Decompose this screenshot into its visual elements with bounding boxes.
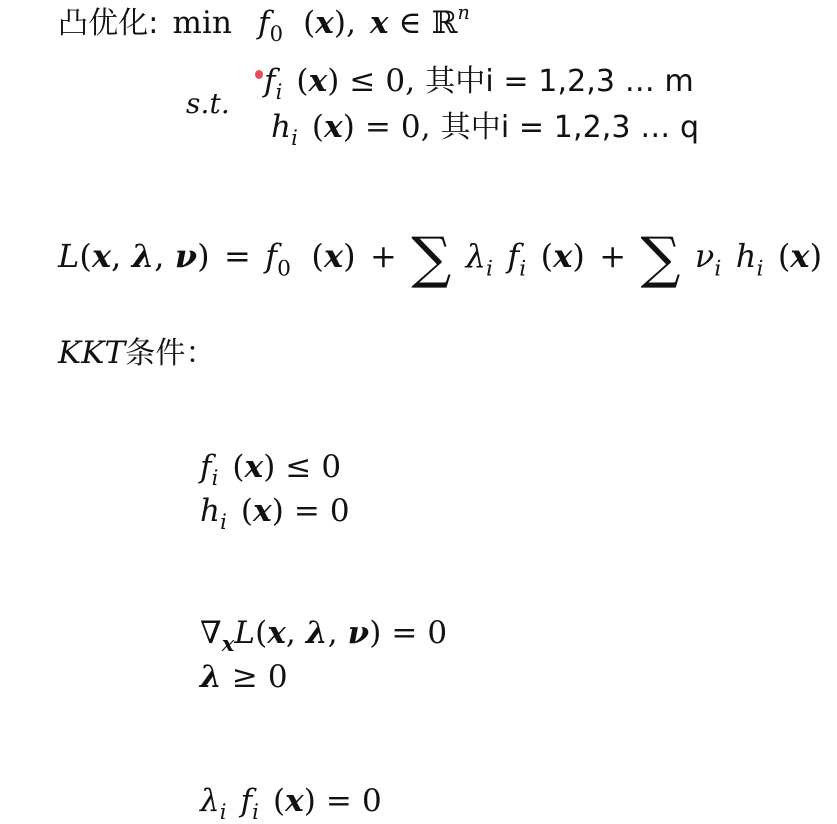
constraint-h-sub: i (291, 125, 298, 150)
objective-f: f (265, 237, 278, 275)
constraint-f: f (240, 783, 253, 819)
kkt-label-suffix: 条件： (125, 336, 216, 371)
variable-x: x (91, 237, 112, 275)
paren-open: ( (272, 783, 286, 819)
constraint-h: h (271, 109, 292, 145)
paren-close: ) (327, 63, 340, 99)
problem-label: 凸优化: (58, 6, 159, 41)
index-sub: i (486, 256, 494, 282)
paren-open: ( (240, 493, 254, 529)
lagrangian-L: L (58, 237, 80, 275)
problem-title-row (58, 1, 470, 46)
kkt-primal-inequality (200, 449, 342, 490)
plus: + (370, 237, 397, 275)
constraint-h: h (735, 237, 757, 275)
constraint-f: f (507, 237, 520, 275)
lambda-i: λ (465, 237, 486, 275)
index-sub: i (519, 256, 527, 282)
paren-open: ( (232, 449, 245, 485)
variable-x: x (308, 63, 328, 99)
paren-open: ( (540, 237, 554, 275)
kkt-dual-feasibility (200, 659, 288, 695)
paren-close: ) (343, 237, 356, 275)
objective-f-sub: 0 (269, 21, 284, 46)
nabla-sub: x (221, 631, 235, 656)
paren-close: ) (271, 493, 284, 529)
paren-close: ) (342, 109, 355, 145)
variable-x: x (315, 5, 334, 41)
condition-rhs: = 0 (325, 783, 382, 819)
condition-rhs: ≤ 0 (285, 449, 342, 485)
paren-close: ) (333, 5, 347, 41)
summation-symbol: ∑ (640, 226, 681, 292)
kkt-primal-equality (200, 493, 350, 534)
constraint-range: 其中i = 1,2,3 … m (425, 64, 694, 99)
inequality-constraint (264, 63, 694, 104)
variable-x: x (790, 237, 810, 275)
paren-open: ( (255, 615, 268, 651)
objective-f: f (258, 5, 270, 41)
paren-close: ) (263, 449, 276, 485)
variable-x: x (244, 449, 264, 485)
nu-vector: ν (174, 237, 198, 275)
summation-symbol: ∑ (411, 226, 452, 292)
index-sub: i (220, 509, 227, 534)
paren-close: ) (809, 237, 823, 275)
paren-close: ) (369, 615, 382, 651)
kkt-stationarity (200, 615, 448, 656)
nu-i: ν (694, 237, 715, 275)
condition-rhs: ≥ 0 (231, 659, 288, 695)
paren-open: ( (296, 63, 309, 99)
index-sub: i (756, 256, 764, 282)
constraint-range: 其中i = 1,2,3 … q (440, 110, 700, 145)
lagrangian-L: L (234, 615, 256, 651)
constraint-f: f (264, 63, 276, 99)
domain-set: ∈ ℝ (398, 5, 458, 41)
variable-x: x (253, 493, 272, 529)
paren-open: ( (311, 237, 324, 275)
comma: , (327, 615, 338, 651)
variable-x: x (324, 109, 343, 145)
paren-open: ( (79, 237, 92, 275)
paren-open: ( (777, 237, 791, 275)
comma: , (111, 237, 122, 275)
lambda-vector: λ (200, 659, 222, 695)
equals: = (224, 237, 251, 275)
comma: , (346, 5, 357, 41)
lambda-vector: λ (131, 237, 155, 275)
constraint-relation: = 0, (364, 109, 431, 145)
condition-rhs: = 0 (391, 615, 448, 651)
paren-close: ) (572, 237, 586, 275)
condition-rhs: = 0 (293, 493, 350, 529)
subject-to-label: s.t. (186, 87, 230, 120)
equality-constraint (271, 109, 700, 150)
kkt-label: KKT (58, 335, 126, 371)
lambda-vector: λ (305, 615, 328, 651)
constraint-f: f (200, 449, 212, 485)
nu-vector: ν (347, 615, 370, 651)
min-operator: min (172, 5, 233, 41)
variable-x: x (323, 237, 344, 275)
paren-close: ) (303, 783, 316, 819)
index-sub: i (219, 799, 227, 824)
index-sub: i (252, 799, 259, 824)
paren-open: ( (311, 109, 325, 145)
index-sub: i (211, 465, 219, 490)
variable-x: x (285, 783, 304, 819)
constraint-h: h (200, 493, 221, 529)
variable-x-domain: x (370, 5, 389, 41)
objective-f-sub: 0 (277, 256, 292, 282)
constraint-f-sub: i (275, 79, 283, 104)
cursor-dot-icon (255, 70, 263, 79)
lambda-i: λ (200, 783, 220, 819)
index-sub: i (714, 256, 722, 282)
comma: , (154, 237, 165, 275)
constraint-relation: ≤ 0, (349, 63, 416, 99)
paren-close: ) (197, 237, 210, 275)
paren-open: ( (303, 5, 316, 41)
nabla-symbol: ∇ (200, 615, 222, 651)
domain-exponent: n (457, 1, 470, 25)
variable-x: x (267, 615, 286, 651)
comma: , (285, 615, 296, 651)
plus: + (599, 237, 627, 275)
variable-x: x (553, 237, 573, 275)
kkt-heading (58, 335, 216, 371)
kkt-complementary-slackness (200, 783, 382, 824)
lagrangian-equation (58, 226, 823, 292)
